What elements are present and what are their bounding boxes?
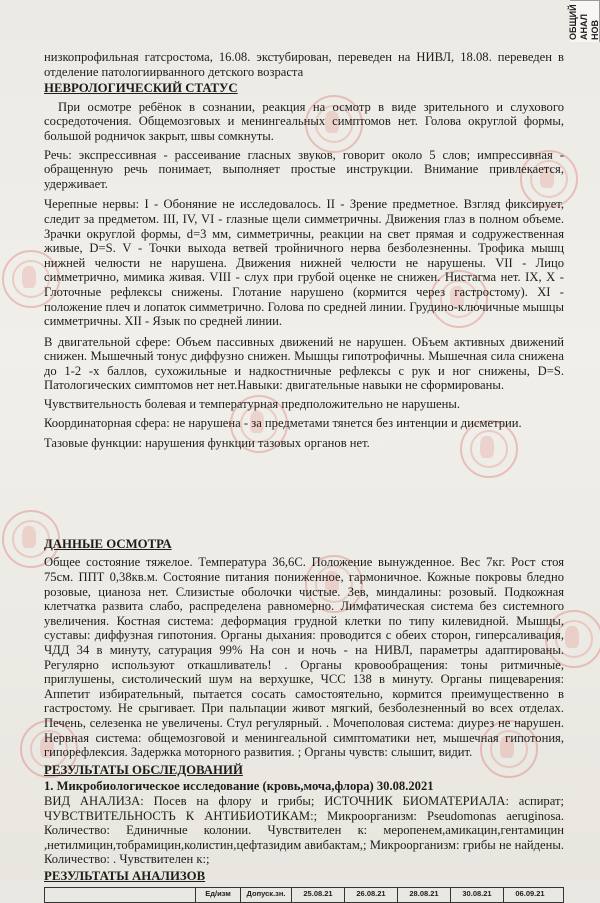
neuro-paragraph-sensitivity: Чувствительность болевая и температурная предположительно не нарушены.: [44, 397, 460, 412]
results-heading: РЕЗУЛЬТАТЫ ОБСЛЕДОВАНИЙ: [44, 762, 243, 777]
column-header: Ед/изм: [195, 888, 240, 902]
results-subtitle: 1. Микробиологическое исследование (кровь,моча,флора) 30.08.2021: [44, 779, 434, 794]
neuro-paragraph-motor: В двигательной сфере: Объем пассивных движений не нарушен. ОБъем активных движений снижен. Мышечный тонус диффузно снижен. Мышцы гипотрофичны. Мышечная сила снижена до 1-2 -х баллов, сухожильные и надкостничные рефлексы с рук и ног снижены, D=S. Патологических симптомов нет нет.Навыки: двигательные навыки не сформированы.: [44, 334, 564, 393]
exam-paragraph: Общее состояние тяжелое. Температура 36,6С. Положение вынужденное. Вес 7кг. Рост стоя 75см. ППТ 0,38кв.м. Состояние питания пониженное, гармоничное. Кожные покровы бледно розовые, цианоза нет. Слизистые оболочки чистые. Зев, миндалины: розовый. Подкожная клетчатка развита слабо, распределена равномерно. Лимфатическая система без системного увеличения. Костная система: деформация грудной клетки по типу килевидной. Мышцы, суставы: диффузная гипотония. Органы дыхания: проводится с обеих сторон, гиперсаливация, ЧДД 34 в минуту, сатурация 99% На сон и ночь - на НИВЛ, параметры адаптированы. Регулярно используют откашливатель! . Органы кровообращения: тоны ритмичные, приглушены, систолический шум на верхушке, ЧСС 138 в минуту. Органы пищеварения: Аппетит избирательный, пытается сосать самостоятельно, кормится преимущественно в гастростому. Не срыгивает. При пальпации живот мягкий, безболезненный во всех отделах. Печень, селезенка не увеличены. Стул регулярный. . Мочеполовая система: диурез не нарушен. Нервная система: общемозговой и менингеальной симптоматики нет, мышечная гипотония, гипорефлексия. Задержка моторного развития. ; Органы чувств: слышит, видит.: [44, 555, 564, 760]
exam-heading: ДАННЫЕ ОСМОТРА: [44, 536, 172, 551]
neuro-paragraph-cranial-nerves: Черепные нервы: I - Обоняние не исследовалось. II - Зрение предметное. Взгляд фиксирует, следит за предметом. III, IV, VI - глазные щели симметричны. Движения глаз в полном объеме. Зрачки округлой формы, d=3 мм, симметричны, реакции на свет прямая и содружественная живые, D=S. V - Точки выхода ветвей тройничного нерва безболезненны. Трофика мышц нижней челюсти не нарушена. Движения нижней челюсти не нарушены. VII - Лицо симметрично, мимика живая. VIII - слух при грубой оценке не снижен. Нистагма нет. IX, X - Глоточные рефлексы снижены. Глотание нарушено (кормится через гастростому). XI - положение плеч и лопаток симметрично. Голова по средней линии. Грудино-ключичные мышцы симметричны. XII - Язык по средней линии.: [44, 197, 564, 329]
neuro-status-heading: НЕВРОЛОГИЧЕСКИЙ СТАТУС: [44, 81, 238, 96]
column-header: 25.08.21: [291, 888, 344, 902]
column-header: 30.08.21: [450, 888, 503, 902]
neuro-paragraph-pelvic: Тазовые функции: нарушения функции тазовых органов нет.: [44, 436, 370, 451]
analyses-table-header: [44, 887, 564, 903]
intro-text: низкопрофильная гатсростома, 16.08. экстубирован, переведен на НИВЛ, 18.08. переведен в отделение патологиирванного детского возраста: [44, 50, 564, 79]
neuro-paragraph-speech: Речь: экспрессивная - рассеивание гласных звуков, говорит около 5 слов; импрессивная - обращенную речь понимает, выполняет простые инструкции. Внимание привлекается, удерживает.: [44, 147, 564, 191]
column-header: [45, 888, 195, 902]
column-header: 26.08.21: [344, 888, 397, 902]
analyses-heading: РЕЗУЛЬТАТЫ АНАЛИЗОВ: [44, 868, 206, 883]
document-body: [44, 50, 564, 903]
results-body: ВИД АНАЛИЗА: Посев на флору и грибы; ИСТОЧНИК БИОМАТЕРИАЛА: аспират; ЧУВСТВИТЕЛЬНОСТЬ К АНТИБИОТИКАМ:; Микроорганизм: Pseudomonas aeruginosa. Количество: Единичные колонии. Чувствителен к: меропенем,амикацин,гентамицин ,нетилмицин,тобрамицин,колистин,цефтазидим авибактам,; Микроорганизм: грибы не найдены. Количество: . Чувствителен к:;: [44, 793, 564, 867]
column-header: 28.08.21: [397, 888, 450, 902]
neuro-paragraph-coordination: Координаторная сфера: не нарушена - за предметами тянется без интенции и дисметрии.: [44, 415, 522, 430]
neuro-paragraph-consciousness: При осмотре ребёнок в сознании, реакция на осмотр в виде зрительного и слухового сосредоточения. Общемозговых и менингеальных симптомов нет. Голова округлой формы, большой родничок закрыт, швы сомкнуты.: [44, 99, 564, 143]
column-header: Допуск.зн.: [240, 888, 291, 902]
edge-tab-label: ОБЩИЙ АНАЛ НОВ: [570, 0, 600, 42]
column-header: 06.09.21: [503, 888, 556, 902]
